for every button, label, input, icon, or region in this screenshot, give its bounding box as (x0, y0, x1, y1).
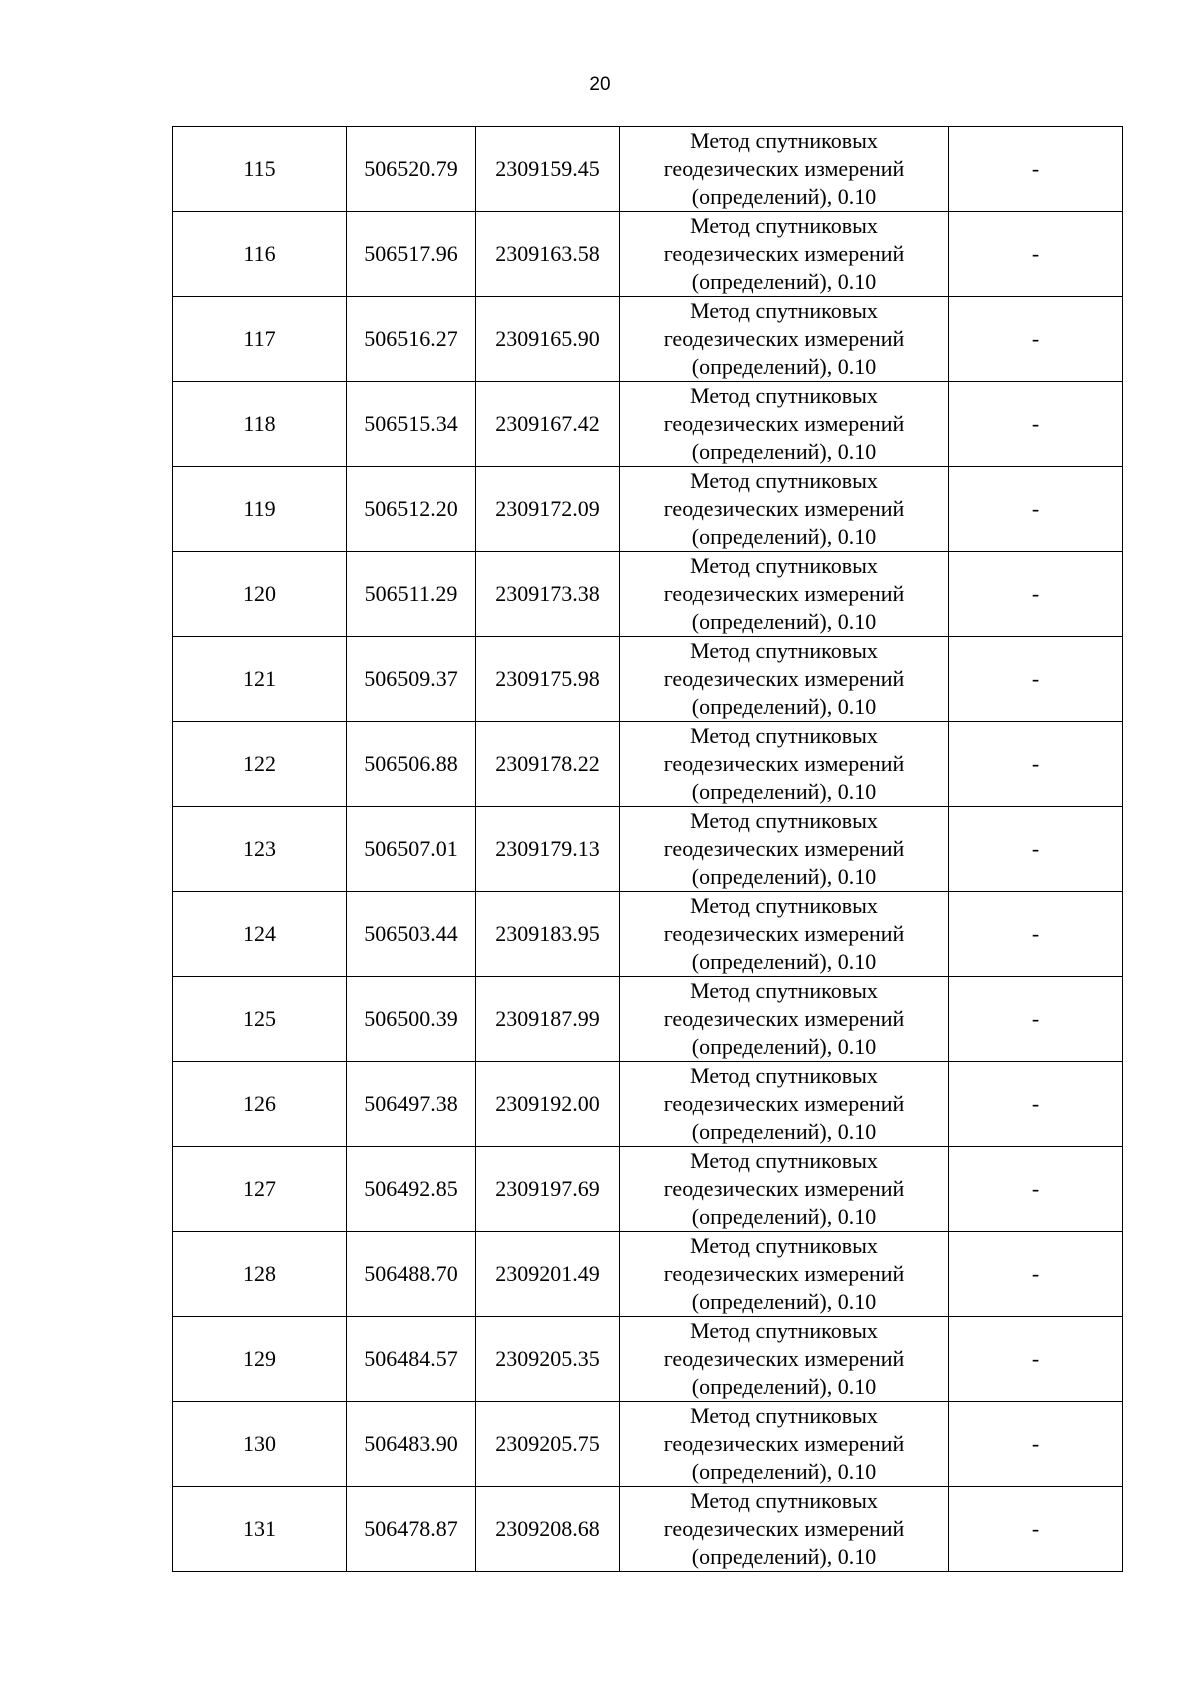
table-row (173, 1317, 1123, 1402)
x-coordinate-cell: 506492.85 (347, 1147, 476, 1232)
y-coordinate-cell: 2309173.38 (476, 552, 620, 637)
x-coordinate-cell: 506483.90 (347, 1402, 476, 1487)
x-coordinate-cell: 506520.79 (347, 127, 476, 212)
point-number-cell: 116 (173, 212, 347, 297)
table-row (173, 552, 1123, 637)
y-coordinate-cell: 2309205.75 (476, 1402, 620, 1487)
method-line: Метод спутниковых (690, 298, 878, 323)
method-line: геодезических измерений (663, 411, 905, 436)
method-line: Метод спутниковых (690, 553, 878, 578)
y-coordinate-cell: 2309167.42 (476, 382, 620, 467)
method-line: Метод спутниковых (690, 1403, 878, 1428)
y-coordinate-cell: 2309208.68 (476, 1487, 620, 1572)
method-cell (620, 722, 949, 807)
table-row (173, 1402, 1123, 1487)
note-cell: - (949, 467, 1123, 552)
note-cell: - (949, 637, 1123, 722)
note-cell: - (949, 807, 1123, 892)
y-coordinate-cell: 2309197.69 (476, 1147, 620, 1232)
method-line: (определений), 0.10 (691, 1459, 877, 1484)
point-number-cell: 131 (173, 1487, 347, 1572)
method-line: геодезических измерений (663, 1431, 905, 1456)
method-line: Метод спутниковых (690, 1488, 878, 1513)
method-line: Метод спутниковых (690, 1063, 878, 1088)
y-coordinate-cell: 2309175.98 (476, 637, 620, 722)
table-row (173, 1062, 1123, 1147)
y-coordinate-cell: 2309179.13 (476, 807, 620, 892)
x-coordinate-cell: 506484.57 (347, 1317, 476, 1402)
note-cell: - (949, 1487, 1123, 1572)
method-line: геодезических измерений (663, 326, 905, 351)
point-number-cell: 120 (173, 552, 347, 637)
method-cell (620, 892, 949, 977)
point-number-cell: 130 (173, 1402, 347, 1487)
note-cell: - (949, 1147, 1123, 1232)
point-number-cell: 118 (173, 382, 347, 467)
point-number-cell: 117 (173, 297, 347, 382)
table-row (173, 127, 1123, 212)
note-cell: - (949, 1317, 1123, 1402)
method-line: Метод спутниковых (690, 1233, 878, 1258)
x-coordinate-cell: 506512.20 (347, 467, 476, 552)
x-coordinate-cell: 506517.96 (347, 212, 476, 297)
table-row (173, 977, 1123, 1062)
note-cell: - (949, 1232, 1123, 1317)
method-cell (620, 297, 949, 382)
method-line: (определений), 0.10 (691, 609, 877, 634)
coordinates-table (172, 126, 1123, 1572)
table-row (173, 212, 1123, 297)
note-cell: - (949, 212, 1123, 297)
method-line: геодезических измерений (663, 241, 905, 266)
note-cell: - (949, 892, 1123, 977)
page-number: 20 (589, 74, 611, 95)
method-line: геодезических измерений (663, 751, 905, 776)
method-line: Метод спутниковых (690, 1318, 878, 1343)
table-row (173, 892, 1123, 977)
method-cell (620, 1317, 949, 1402)
method-line: Метод спутниковых (690, 468, 878, 493)
method-line: (определений), 0.10 (691, 864, 877, 889)
method-line: геодезических измерений (663, 1091, 905, 1116)
method-cell (620, 637, 949, 722)
method-line: (определений), 0.10 (691, 269, 877, 294)
method-line: геодезических измерений (663, 581, 905, 606)
y-coordinate-cell: 2309178.22 (476, 722, 620, 807)
x-coordinate-cell: 506500.39 (347, 977, 476, 1062)
point-number-cell: 127 (173, 1147, 347, 1232)
method-line: (определений), 0.10 (691, 1374, 877, 1399)
point-number-cell: 123 (173, 807, 347, 892)
table-row (173, 722, 1123, 807)
method-cell (620, 807, 949, 892)
method-line: (определений), 0.10 (691, 1034, 877, 1059)
method-line: Метод спутниковых (690, 383, 878, 408)
x-coordinate-cell: 506509.37 (347, 637, 476, 722)
method-line: геодезических измерений (663, 496, 905, 521)
method-cell (620, 212, 949, 297)
x-coordinate-cell: 506515.34 (347, 382, 476, 467)
x-coordinate-cell: 506488.70 (347, 1232, 476, 1317)
point-number-cell: 128 (173, 1232, 347, 1317)
table-row (173, 1232, 1123, 1317)
note-cell: - (949, 297, 1123, 382)
y-coordinate-cell: 2309205.35 (476, 1317, 620, 1402)
y-coordinate-cell: 2309159.45 (476, 127, 620, 212)
method-line: (определений), 0.10 (691, 1289, 877, 1314)
note-cell: - (949, 1062, 1123, 1147)
method-cell (620, 1402, 949, 1487)
note-cell: - (949, 127, 1123, 212)
table-row (173, 382, 1123, 467)
method-line: геодезических измерений (663, 666, 905, 691)
method-line: Метод спутниковых (690, 128, 878, 153)
method-cell (620, 552, 949, 637)
method-line: Метод спутниковых (690, 808, 878, 833)
table-row (173, 1487, 1123, 1572)
method-line: (определений), 0.10 (691, 439, 877, 464)
method-line: (определений), 0.10 (691, 354, 877, 379)
method-cell (620, 1062, 949, 1147)
method-line: (определений), 0.10 (691, 1544, 877, 1569)
method-cell (620, 382, 949, 467)
x-coordinate-cell: 506507.01 (347, 807, 476, 892)
y-coordinate-cell: 2309187.99 (476, 977, 620, 1062)
method-line: (определений), 0.10 (691, 184, 877, 209)
note-cell: - (949, 1402, 1123, 1487)
point-number-cell: 119 (173, 467, 347, 552)
method-line: геодезических измерений (663, 1176, 905, 1201)
point-number-cell: 115 (173, 127, 347, 212)
point-number-cell: 126 (173, 1062, 347, 1147)
method-line: Метод спутниковых (690, 978, 878, 1003)
method-line: Метод спутниковых (690, 213, 878, 238)
coordinates-table-body (173, 127, 1123, 1572)
table-row (173, 467, 1123, 552)
method-line: (определений), 0.10 (691, 1204, 877, 1229)
table-row (173, 807, 1123, 892)
method-line: (определений), 0.10 (691, 1119, 877, 1144)
method-line: Метод спутниковых (690, 1148, 878, 1173)
method-cell (620, 127, 949, 212)
method-line: Метод спутниковых (690, 638, 878, 663)
y-coordinate-cell: 2309183.95 (476, 892, 620, 977)
table-row (173, 637, 1123, 722)
table-row (173, 297, 1123, 382)
note-cell: - (949, 977, 1123, 1062)
method-line: (определений), 0.10 (691, 524, 877, 549)
method-line: геодезических измерений (663, 1006, 905, 1031)
y-coordinate-cell: 2309172.09 (476, 467, 620, 552)
method-line: (определений), 0.10 (691, 779, 877, 804)
method-line: геодезических измерений (663, 836, 905, 861)
y-coordinate-cell: 2309192.00 (476, 1062, 620, 1147)
x-coordinate-cell: 506511.29 (347, 552, 476, 637)
method-cell (620, 1232, 949, 1317)
method-cell (620, 1487, 949, 1572)
point-number-cell: 122 (173, 722, 347, 807)
note-cell: - (949, 382, 1123, 467)
method-line: геодезических измерений (663, 1346, 905, 1371)
method-line: геодезических измерений (663, 1261, 905, 1286)
method-line: (определений), 0.10 (691, 694, 877, 719)
method-line: Метод спутниковых (690, 893, 878, 918)
note-cell: - (949, 722, 1123, 807)
x-coordinate-cell: 506506.88 (347, 722, 476, 807)
y-coordinate-cell: 2309165.90 (476, 297, 620, 382)
method-line: Метод спутниковых (690, 723, 878, 748)
table-row (173, 1147, 1123, 1232)
point-number-cell: 121 (173, 637, 347, 722)
method-line: геодезических измерений (663, 156, 905, 181)
note-cell: - (949, 552, 1123, 637)
x-coordinate-cell: 506516.27 (347, 297, 476, 382)
y-coordinate-cell: 2309201.49 (476, 1232, 620, 1317)
method-line: геодезических измерений (663, 1516, 905, 1541)
method-line: геодезических измерений (663, 921, 905, 946)
method-cell (620, 467, 949, 552)
method-cell (620, 1147, 949, 1232)
method-cell (620, 977, 949, 1062)
y-coordinate-cell: 2309163.58 (476, 212, 620, 297)
point-number-cell: 125 (173, 977, 347, 1062)
x-coordinate-cell: 506478.87 (347, 1487, 476, 1572)
point-number-cell: 124 (173, 892, 347, 977)
x-coordinate-cell: 506497.38 (347, 1062, 476, 1147)
point-number-cell: 129 (173, 1317, 347, 1402)
x-coordinate-cell: 506503.44 (347, 892, 476, 977)
method-line: (определений), 0.10 (691, 949, 877, 974)
